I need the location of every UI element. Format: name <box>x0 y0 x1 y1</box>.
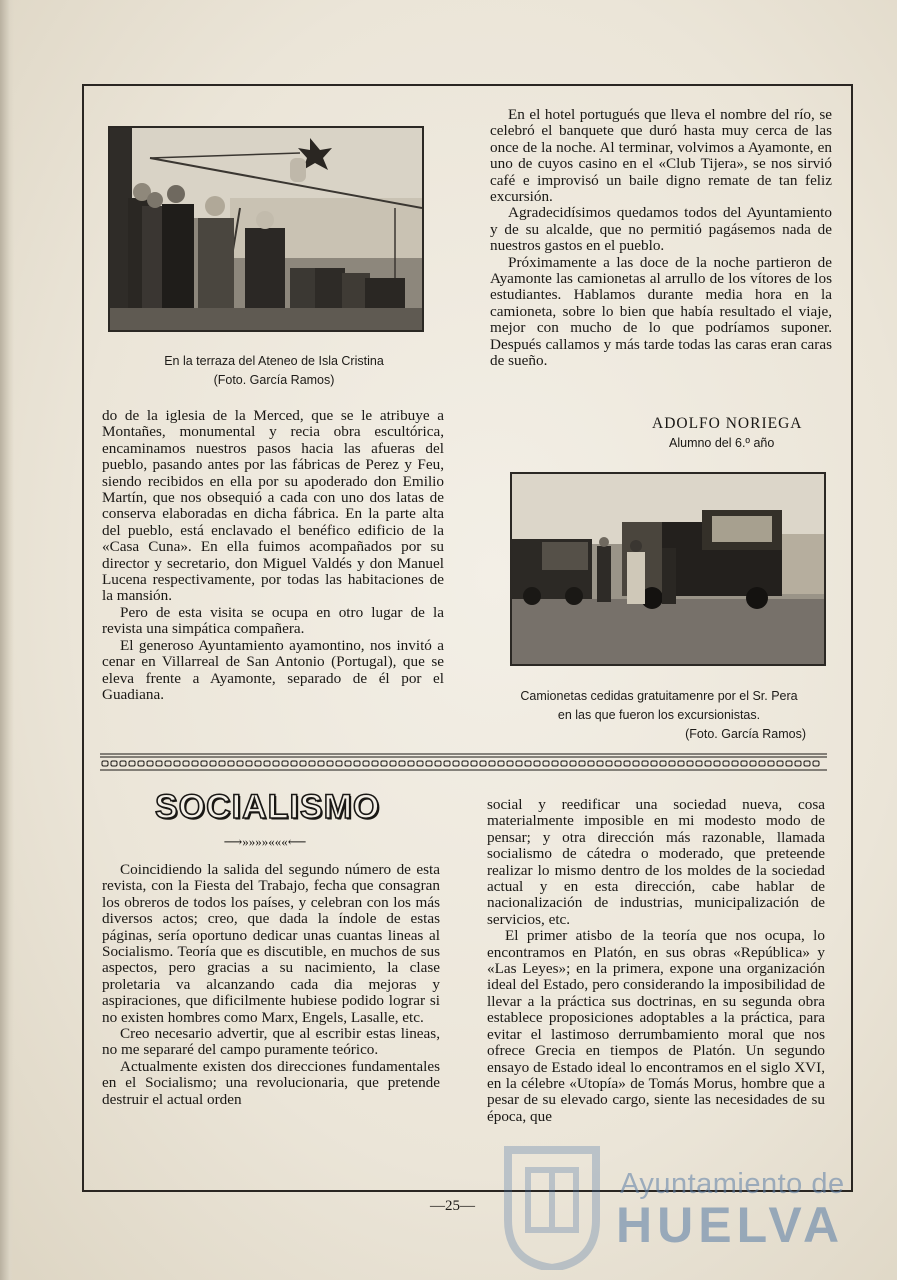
caption-line: Camionetas cedidas gratuitamenre por el Sr. Pera <box>520 689 798 703</box>
divider-link <box>597 761 603 766</box>
caption-credit: (Foto. García Ramos) <box>685 727 806 741</box>
column-top-right <box>490 107 832 370</box>
divider-link <box>462 761 468 766</box>
divider-link <box>165 761 171 766</box>
divider-link <box>246 761 252 766</box>
divider-link <box>507 761 513 766</box>
divider-link <box>579 761 585 766</box>
divider-link <box>228 761 234 766</box>
caption-line: en las que fueron los excursionistas. <box>557 708 761 722</box>
caption-credit: (Foto. García Ramos) <box>213 373 335 387</box>
divider-link <box>498 761 504 766</box>
divider-link <box>147 761 153 766</box>
watermark-line2: HUELVA <box>616 1197 845 1253</box>
divider-link <box>282 761 288 766</box>
divider-link <box>696 761 702 766</box>
photo-terrace <box>108 126 424 332</box>
page-number: —25— <box>430 1198 475 1214</box>
divider-link <box>525 761 531 766</box>
photo-trucks-image <box>512 474 824 664</box>
divider-link <box>363 761 369 766</box>
divider-link <box>642 761 648 766</box>
divider-link <box>354 761 360 766</box>
divider-link <box>120 761 126 766</box>
divider-link <box>732 761 738 766</box>
paragraph: El generoso Ayuntamiento ayamontino, nos invitó a cenar en Villarreal de San Antonio (Portugal), que se eleva frente a Ayamonte, separado de él por el Guadiana. <box>102 636 444 703</box>
divider-link <box>759 761 765 766</box>
divider-link <box>552 761 558 766</box>
ornamental-divider <box>100 753 827 773</box>
divider-link <box>516 761 522 766</box>
watermark-line1: Ayuntamiento de <box>620 1168 845 1200</box>
divider-link <box>804 761 810 766</box>
photo-terrace-image <box>110 128 422 330</box>
divider-link <box>444 761 450 766</box>
divider-link <box>183 761 189 766</box>
photo-terrace-caption <box>112 352 436 390</box>
photo-trucks <box>510 472 826 666</box>
divider-link <box>174 761 180 766</box>
column-top-left <box>102 408 444 703</box>
divider-link <box>273 761 279 766</box>
divider-link <box>534 761 540 766</box>
divider-link <box>471 761 477 766</box>
divider-link <box>660 761 666 766</box>
divider-link <box>570 761 576 766</box>
divider-link <box>705 761 711 766</box>
divider-link <box>390 761 396 766</box>
divider-link <box>714 761 720 766</box>
divider-link <box>111 761 117 766</box>
divider-link <box>588 761 594 766</box>
divider-link <box>669 761 675 766</box>
divider-link <box>768 761 774 766</box>
divider-link <box>291 761 297 766</box>
title-ornament: ⟶»»»»«««⟵ <box>223 834 307 849</box>
divider-link <box>678 761 684 766</box>
divider-link <box>336 761 342 766</box>
divider-link <box>615 761 621 766</box>
divider-link <box>633 761 639 766</box>
divider-link <box>480 761 486 766</box>
paragraph: Pero de esta visita se ocupa en otro lugar de la revista una simpática compañera. <box>102 603 444 638</box>
divider-link <box>453 761 459 766</box>
divider-link <box>129 761 135 766</box>
divider-link <box>777 761 783 766</box>
divider-link <box>219 761 225 766</box>
paragraph: Coincidiendo la salida del segundo número de esta revista, con la Fiesta del Trabajo, fecha que consagran los obreros de todos los países, y celebran con los más diversos actos; creo, que dada la índole de estas páginas, sería oportuno dedicar unas cuantas lineas al Socialismo. Teoría que es discutible, en muchos de sus aspectos, pero gracias a su nacimiento, la clase proletaria va alcanzando cada dia mejoras y aspiraciones, que dificilmente hubiese podido lograr si no existen hombres como Marx, Engels, Lasalle, etc. <box>102 861 440 1026</box>
paragraph: En el hotel portugués que lleva el nombre del río, se celebró el banquete que duró hasta muy cerca de las once de la noche. Al terminar, volvimos a Ayamonte, en uno de cuyos casino en el «Club Tijera», se nos sirvió café e improvisó un baile digno remate de tan feliz excursión. <box>490 106 832 206</box>
paragraph: Creo necesario advertir, que al escribir estas lineas, no me separaré del campo puramente teórico. <box>102 1025 440 1059</box>
author-signature: ADOLFO NORIEGA <box>652 415 803 432</box>
divider-link <box>309 761 315 766</box>
divider-link <box>417 761 423 766</box>
divider-link <box>255 761 261 766</box>
divider-link <box>606 761 612 766</box>
divider-link <box>813 761 819 766</box>
divider-link <box>786 761 792 766</box>
paragraph: do de la iglesia de la Merced, que se le atribuye a Montañes, monumental y recia obra escultórica, encaminamos nuestros pasos hacia las afueras del pueblo, pasando antes por las fábricas de Perez y Feu, siendo recibidos en ella por su apoderado don Emilio Martín, que nos obsequió a cada con uno dos latas de conserva elaboradas en dicha fábrica. En la parte alta del pueblo, está enclavado el benéfico edificio de la «Casa Cuna». En ella fuimos acompañados por su director y secretario, don Miguel Valdés y don Manuel Lucena respectivamente, por todas las habitaciones de la mansión. <box>102 407 444 605</box>
divider-link <box>651 761 657 766</box>
divider-link <box>318 761 324 766</box>
article-column-left <box>102 862 440 1108</box>
paragraph: Actualmente existen dos direcciones fundamentales en el Socialismo; una revolucionaria, que pretende destruir el actual orden <box>102 1057 440 1108</box>
caption-line: En la terraza del Ateneo de Isla Cristina <box>164 354 384 368</box>
divider-link <box>543 761 549 766</box>
paragraph: Próximamente a las doce de la noche partieron de Ayamonte las camionetas al arrullo de los vítores de los estudiantes. Hablamos durante media hora en la camioneta, sobre lo bien que había resultado el viaje, mejor con mucho de lo que podríamos suponer. Después callamos y más tarde todas las caras eran caras de sueño. <box>490 253 832 370</box>
divider-link <box>408 761 414 766</box>
paragraph: social y reedificar una sociedad nueva, cosa materialmente imposible en mi modesto modo de pensar; y otra dirección más razonable, llamada socialismo de cátedra o moderado, que preteende realizar lo mismo dentro de los moldes de la sociedad actual y en esta dirección, cabe hablar de nacionalización de industrias, municipalización de servicios, etc. <box>487 796 825 928</box>
divider-link <box>138 761 144 766</box>
divider-link <box>210 761 216 766</box>
divider-link <box>264 761 270 766</box>
paragraph: El primer atisbo de la teoría que nos ocupa, lo encontramos en Platón, en sus obras «República» y «Las Leyes»; en la primera, expone una organización ideal del Estado, pero considerando la imposibilidad de llevar a la práctica sus doctrinas, en su segunda obra establece proposiciones adoptables a la práctica, para evitar el lastimoso derrumbamiento moral que nos ofrece Grecia en tiempos de Platón. Un segundo ensayo de Estado ideal lo encontramos en el siglo XVI, en la célebre «Utopía» de Tomás Morus, hombre que a pesar de su elevado cargo, siente las necesidades de su época, que <box>487 927 825 1125</box>
divider-link <box>381 761 387 766</box>
divider-link <box>750 761 756 766</box>
divider-link <box>102 761 108 766</box>
paragraph: Agradecidísimos quedamos todos del Ayuntamiento y de su alcalde, que no permitió pagásemos nada de nuestros gastos en el pueblo. <box>490 204 832 255</box>
divider-link <box>435 761 441 766</box>
divider-link <box>201 761 207 766</box>
divider-link <box>237 761 243 766</box>
article-column-right <box>487 797 825 1125</box>
binding-gutter <box>0 0 14 1280</box>
divider-link <box>489 761 495 766</box>
author-note: Alumno del 6.º año <box>669 436 775 450</box>
divider-link <box>426 761 432 766</box>
photo-trucks-caption <box>486 687 832 744</box>
divider-link <box>327 761 333 766</box>
divider-link <box>741 761 747 766</box>
divider-link <box>372 761 378 766</box>
divider-link <box>624 761 630 766</box>
divider-link <box>687 761 693 766</box>
divider-link <box>723 761 729 766</box>
divider-link <box>192 761 198 766</box>
divider-link <box>795 761 801 766</box>
article-title: SOCIALISMO <box>155 788 381 826</box>
divider-link <box>156 761 162 766</box>
divider-link <box>345 761 351 766</box>
divider-link <box>561 761 567 766</box>
divider-link <box>399 761 405 766</box>
divider-link <box>300 761 306 766</box>
